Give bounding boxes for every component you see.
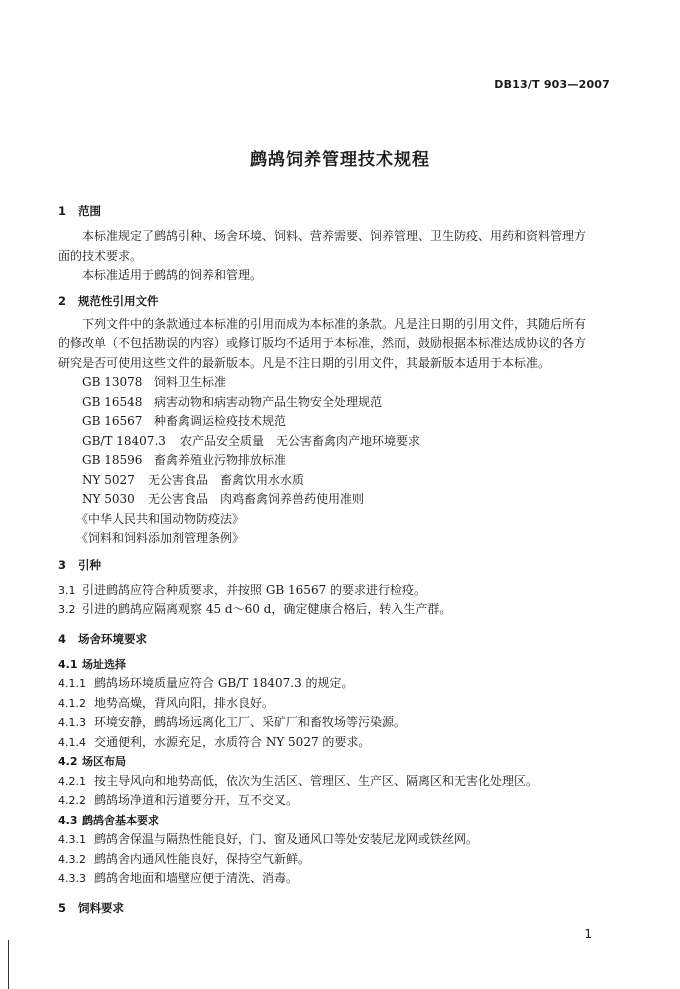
- reference-item: GB 13078 饲料卫生标准: [82, 375, 227, 389]
- scope-paragraph: 本标准规定了鹧鸪引种、场舍环境、饲料、营养需要、饲养管理、卫生防疫、用药和资料管理方: [82, 229, 587, 243]
- subsection-heading: 4.2 场区布局: [58, 755, 126, 768]
- clause-item: 4.1.1 鹧鸪场环境质量应符合 GB/T 18407.3 的规定。: [58, 676, 354, 690]
- section-heading-2: 2 规范性引用文件: [58, 293, 159, 308]
- reference-item: NY 5030 无公害食品 肉鸡畜禽饲养兽药使用准则: [82, 492, 365, 506]
- subsection-heading: 4.1 场址选择: [58, 657, 126, 671]
- clause-item: 4.1.4 交通便利，水源充足，水质符合 NY 5027 的要求。: [58, 734, 371, 749]
- reference-item: NY 5027 无公害食品 畜禽饮用水水质: [82, 472, 305, 487]
- standard-code: DB13/T 903—2007: [494, 78, 610, 91]
- clause-item: 4.3.3 鹧鸪舍地面和墙壁应便于清洗、消毒。: [58, 871, 299, 885]
- reference-law: 《饲料和饲料添加剂管理条例》: [76, 531, 245, 545]
- clause-item: 4.2.2 鹧鸪场净道和污道要分开，互不交叉。: [58, 793, 299, 807]
- subsection-heading: 4.3 鹧鸪舍基本要求: [58, 813, 159, 827]
- clause-item: 4.1.3 环境安静，鹧鸪场远离化工厂、采矿厂和畜牧场等污染源。: [58, 715, 407, 729]
- clause-item: 3.2 引进的鹧鸪应隔离观察 45 d～60 d，确定健康合格后，转入生产群。: [58, 602, 452, 616]
- references-intro-line-1: 下列文件中的条款通过本标准的引用而成为本标准的条款。凡是注日期的引用文件，其随后所有: [82, 316, 587, 331]
- binding-margin-line: [8, 940, 9, 989]
- clause-item: 4.1.2 地势高燥，背风向阳，排水良好。: [58, 695, 275, 710]
- document-title: 鹧鸪饲养管理技术规程: [250, 150, 430, 170]
- document-body: [58, 201, 618, 918]
- reference-item: GB 16567 种畜禽调运检疫技术规范: [82, 414, 287, 428]
- clause-item: 4.2.1 按主导风向和地势高低，依次为生活区、管理区、生产区、隔离区和无害化处理区。: [58, 773, 539, 788]
- references-intro-line-3: 研究是否可使用这些文件的最新版本。凡是不注日期的引用文件，其最新版本适用于本标准。: [58, 355, 551, 370]
- reference-law: 《中华人民共和国动物防疫法》: [76, 511, 245, 526]
- section-heading-1: 1 范围: [58, 204, 101, 218]
- page-number: 1: [584, 927, 592, 941]
- reference-item: GB 18596 畜禽养殖业污物排放标准: [82, 453, 287, 467]
- scope-paragraph-cont: 面的技术要求。: [58, 248, 143, 263]
- scope-applicability: 本标准适用于鹧鸪的饲养和管理。: [82, 268, 263, 282]
- clause-item: 4.3.2 鹧鸪舍内通风性能良好，保持空气新鲜。: [58, 851, 311, 866]
- section-heading-5: 5 饲料要求: [58, 900, 124, 915]
- section-heading-4: 4 场舍环境要求: [58, 631, 147, 646]
- reference-item: GB/T 18407.3 农产品安全质量 无公害畜禽肉产地环境要求: [82, 433, 421, 448]
- references-intro-line-2: 的修改单（不包括勘误的内容）或修订版均不适用于本标准，然而，鼓励根据本标准达成协议的各方: [58, 336, 587, 350]
- clause-item: 3.1 引进鹧鸪应符合种质要求，并按照 GB 16567 的要求进行检疫。: [58, 582, 427, 597]
- reference-item: GB 16548 病害动物和病害动物产品生物安全处理规范: [82, 394, 383, 409]
- section-heading-3: 3 引种: [58, 557, 101, 572]
- clause-item: 4.3.1 鹧鸪舍保温与隔热性能良好，门、窗及通风口等处安装尼龙网或铁丝网。: [58, 832, 479, 846]
